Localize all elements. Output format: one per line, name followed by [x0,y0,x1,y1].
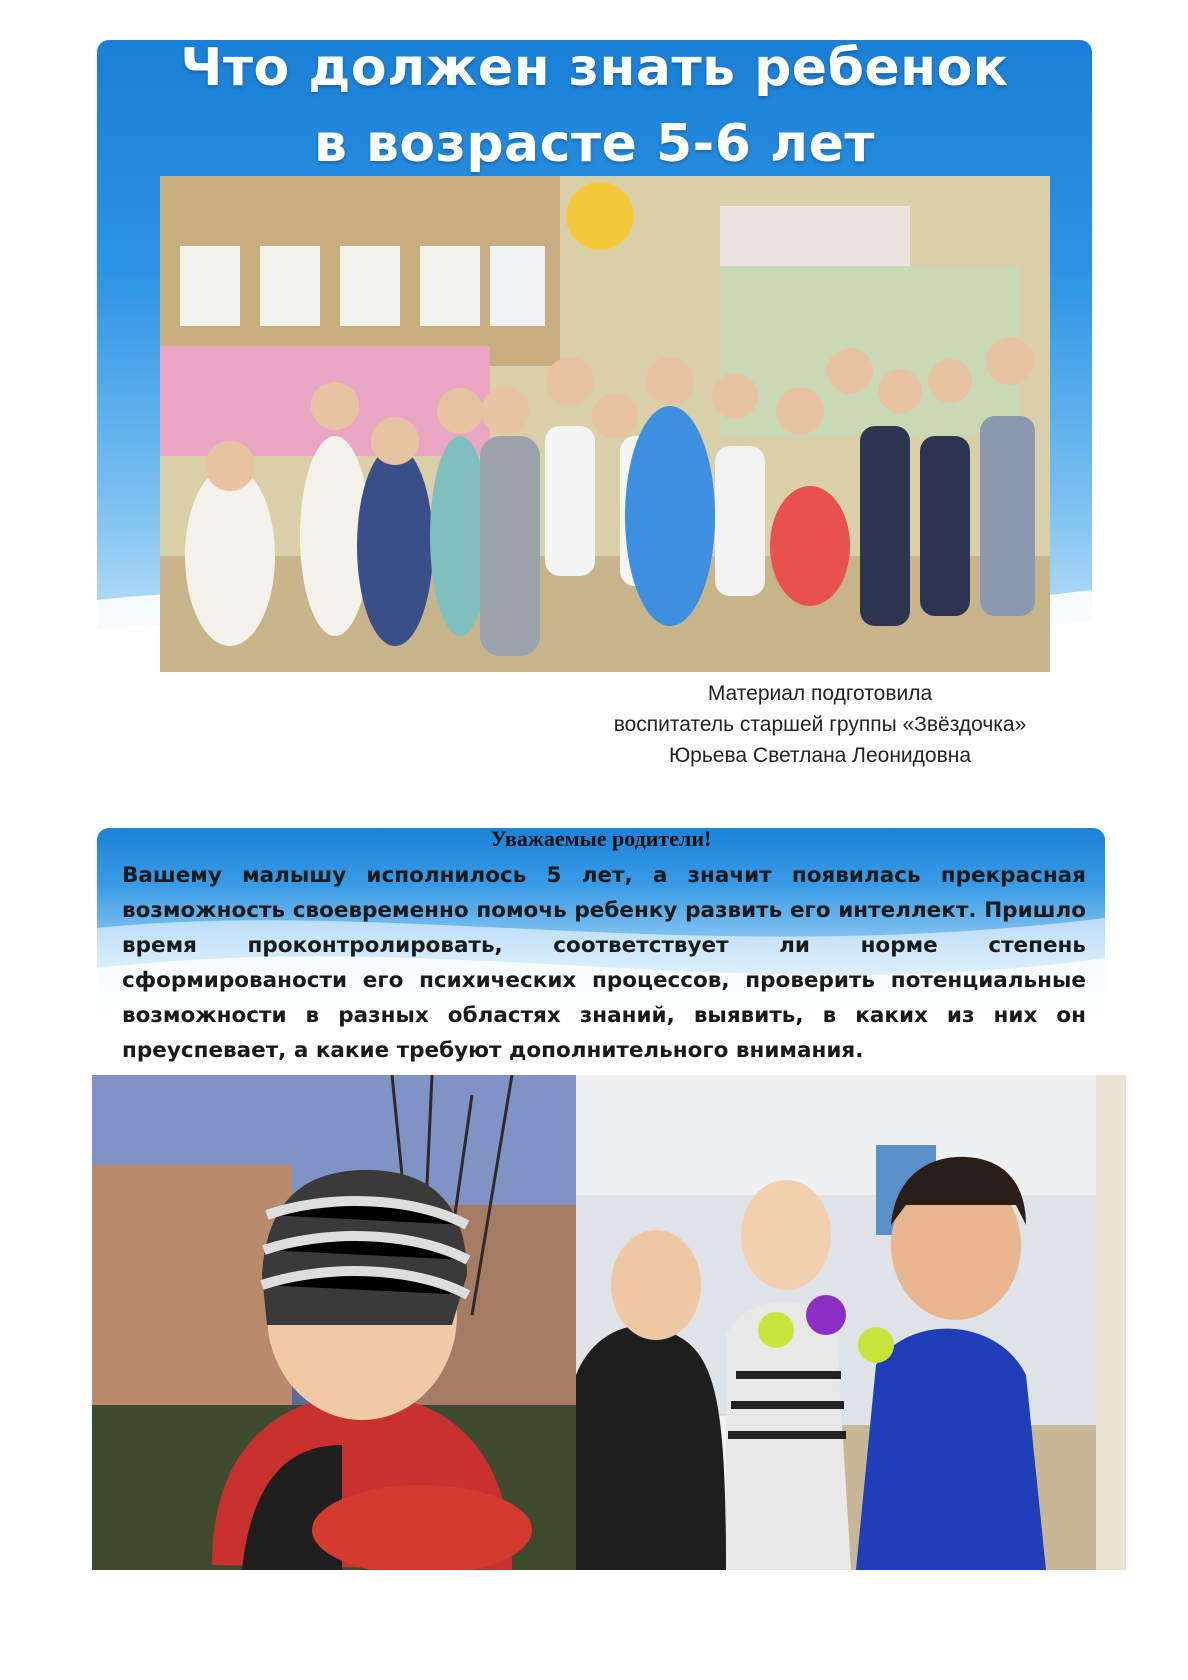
intro-paragraph: Вашему малышу исполнилось 5 лет, а значит появилась прекрасная возможность своевременно помочь ребенку развить его интеллект. Пришло время проконтролировать, соответствует ли норме степень сформированости его психических процессов, проверить потенциальные возможности в разных областях знаний, выявить, в каких из них он преуспевает, а какие требуют дополнительного внимания. [122,863,1086,1063]
credits-line-1: Материал подготовила [707,682,933,705]
credits [560,678,1080,771]
credits-line-3: Юрьева Светлана Леонидовна [668,744,972,767]
greeting-heading: Уважаемые родители! [490,826,712,851]
page-title [97,30,1092,182]
boy-outdoor-photo [92,1075,576,1570]
title-line-1: Что должен знать ребенок [180,38,1009,98]
group-photo [160,176,1050,672]
children-playing-photo [576,1075,1126,1570]
title-line-2: в возрасте 5-6 лет [313,114,876,174]
credits-line-2: воспитатель старшей группы «Звёздочка» [613,713,1027,736]
